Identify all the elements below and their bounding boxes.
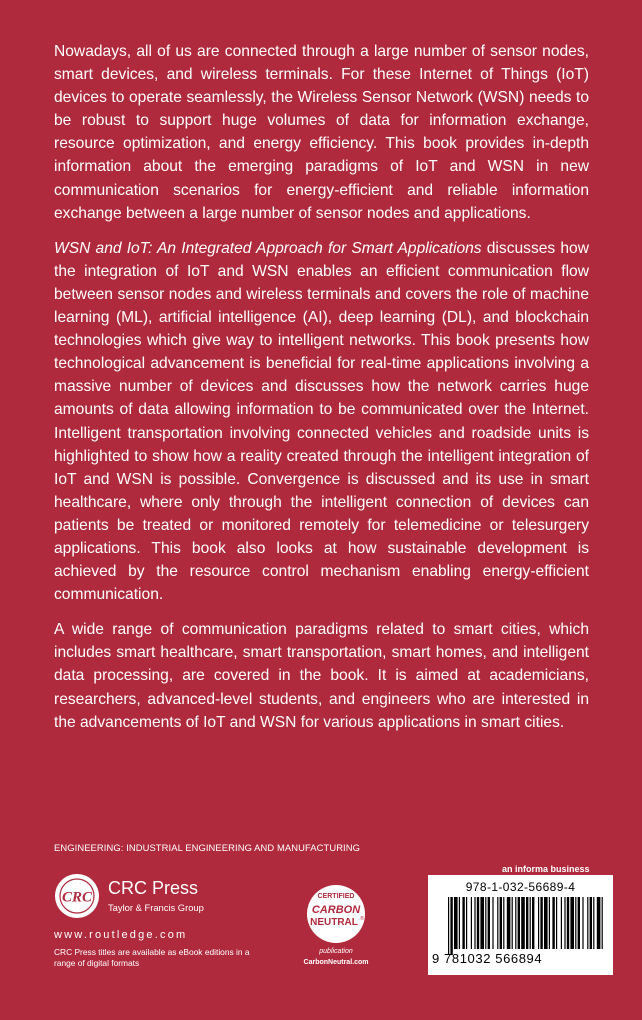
- barcode-bar: [477, 897, 479, 949]
- barcode-bar: [497, 897, 498, 949]
- barcode-bar: [526, 897, 528, 949]
- informa-tagline: an informa business: [502, 864, 590, 874]
- barcode-bar: [593, 897, 594, 949]
- barcode-bar: [532, 897, 534, 949]
- barcode-bars-icon: [448, 897, 603, 955]
- barcode-bar: [597, 897, 601, 949]
- barcode-bar: [507, 897, 511, 949]
- isbn-text: 978-1-032-56689-4: [465, 880, 576, 894]
- back-cover-blurb: [54, 40, 589, 746]
- barcode-digits: 9 781032 566894: [432, 951, 543, 966]
- carbon-caption-text: publication: [319, 948, 353, 955]
- subject-category: ENGINEERING: INDUSTRIAL ENGINEERING AND MANUFACTURING: [54, 842, 361, 853]
- barcode-bar: [570, 897, 574, 949]
- barcode-bar: [538, 897, 539, 949]
- barcode-bar: [503, 897, 504, 949]
- barcode-bar: [530, 897, 531, 949]
- carbon-url-text: CarbonNeutral.com: [303, 959, 369, 966]
- barcode-bar: [552, 897, 554, 949]
- barcode-bar: [488, 897, 490, 949]
- barcode-bar: [480, 897, 484, 949]
- barcode-bar: [544, 897, 548, 949]
- barcode-bar: [582, 897, 583, 949]
- barcode-bar: [567, 897, 569, 949]
- barcode-bar: [500, 897, 502, 949]
- carbon-tm-text: ®: [360, 916, 364, 922]
- barcode-bar: [587, 897, 588, 949]
- barcode-bar: [462, 897, 464, 949]
- publisher-name: CRC Press: [108, 878, 199, 898]
- publisher-website: www.routledge.com: [54, 929, 188, 941]
- barcode-bar: [450, 897, 452, 955]
- barcode-bar: [549, 897, 550, 949]
- barcode-bar: [518, 897, 520, 949]
- carbon-line1-text: CARBON: [311, 904, 361, 916]
- barcode-bar: [602, 897, 603, 949]
- barcode-bar: [561, 897, 562, 949]
- crc-logo-icon: [54, 873, 100, 919]
- barcode-bar: [512, 897, 513, 949]
- barcode-bar: [474, 897, 475, 949]
- barcode-bar: [492, 897, 493, 949]
- carbon-neutral-badge-icon: [296, 880, 376, 968]
- barcode-bar: [540, 897, 542, 949]
- publisher-group: Taylor & Francis Group: [108, 902, 204, 913]
- barcode-bar: [515, 897, 516, 949]
- blurb-paragraph-3: A wide range of communication paradigms related to smart cities, which includes smart healthcare, smart transportation, smart homes, and intelligent data processing, are covered in the book. It is aimed at academicians, researchers, advanced-level students, and engineers who are interested in the advancements of IoT and WSN for various applications in smart cities.: [54, 621, 589, 731]
- carbon-certified-text: CERTIFIED: [317, 893, 355, 900]
- blurb-paragraph-1: Nowadays, all of us are connected through a large number of sensor nodes, smart devices, and wireless terminals. For these Internet of Things (IoT) devices to operate seamlessly, the Wireless Sensor Network (WSN) needs to be robust to support huge volumes of data for information exchange, resource optimization, and energy efficiency. This book provides in-depth information about the emerging paradigms of IoT and WSN in new communication scenarios for energy-efficient and reliable information exchange between a large number of sensor nodes and applications.: [54, 43, 589, 222]
- carbon-line2-text: NEUTRAL: [310, 917, 358, 928]
- barcode-bar: [454, 897, 458, 949]
- barcode-bar: [471, 897, 472, 949]
- book-title-italic: WSN and IoT: An Integrated Approach for Smart Applications: [54, 239, 482, 257]
- blurb-paragraph-2: [54, 237, 589, 607]
- barcode-bar: [590, 897, 592, 949]
- isbn-barcode: [428, 875, 613, 975]
- barcode-bar: [459, 897, 460, 949]
- barcode-bar: [485, 897, 486, 949]
- ebook-note: CRC Press titles are available as eBook editions in a range of digital formats: [54, 947, 250, 968]
- blurb-paragraph-2-body: discusses how the integration of IoT and WSN enables an efficient communication flow between sensor nodes and wireless terminals and covers the role of machine learning (ML), artificial intelligence (AI), deep learning (DL), and blockchain technologies which give way to intelligent networks. This book presents how technological advancement is beneficial for real-time applications involving a massive number of devices and discusses how the network carries huge amounts of data allowing information to be communicated over the Internet. Intelligent transportation involving connected vehicles and roadside units is highlighted to show how a reality created through the intelligent integration of IoT and WSN is possible. Convergence is discussed and its use in smart healthcare, where only through the intelligent connection of devices can patients be treated or monitored remotely for telemedicine or telesurgery applications. This book also looks at how sustainable development is achieved by the resource control mechanism enabling energy-efficient communication.: [54, 239, 589, 604]
- barcode-bar: [448, 897, 449, 955]
- barcode-bar: [564, 897, 565, 949]
- barcode-bar: [578, 897, 580, 949]
- barcode-bar: [575, 897, 576, 949]
- barcode-bar: [521, 897, 525, 949]
- barcode-bar: [556, 897, 557, 949]
- barcode-bar: [466, 897, 467, 949]
- crc-logo-text: CRC: [61, 889, 93, 906]
